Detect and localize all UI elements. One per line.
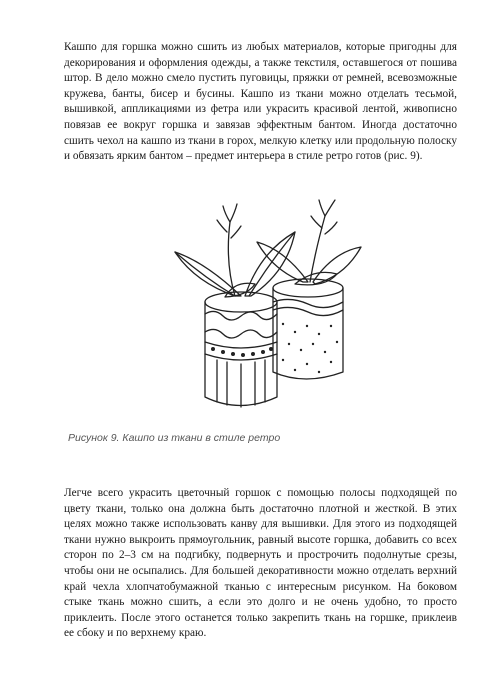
figure-caption: Рисунок 9. Кашпо из ткани в стиле ретро xyxy=(68,432,281,444)
paragraph-intro: Кашпо для горшка можно сшить из любых материалов, которые пригодны для декорирования и оформления одежды, а также текстиля, оставшегося от пошива штор. В дело можно смело пустить пуговицы, пряжки от ремней, всевозможные кружева, банты, бисер и бусины. Кашпо из ткани можно отделать тесьмой, вышивкой, аппликациями из фетра или украсить красивой лентой, живописно повязав ее вокруг горшка и завязав эффектным бантом. Иногда достаточно сшить чехол на кашпо из ткани в горох, мелкую клетку или продольную полоску и обвязать ярким бантом – предмет интерьера в стиле ретро готов (рис. 9). xyxy=(64,41,457,163)
paragraph-instructions: Легче всего украсить цветочный горшок с помощью полосы подходящей по цвету ткани, только она должна быть достаточно плотной и жесткой. В этих целях можно также использовать канву для вышивки. Для этого из подходящей ткани нужно выкроить прямоугольник, равный высоте горшка, добавить со всех сторон по 2–3 см на подгибку, подвернуть и прострочить подолнутые срезы, чтобы они не осыпались. Для большей декоративности можно отделать верхний край чехла хлопчатобумажной тканью с интересным рисунком. На боковом стыке ткань можно сшить, а если это долго и не очень удобно, то просто приклеить. После этого останется только закрепить ткань на горшке, приклеив ее сбоку и по верхнему краю. xyxy=(64,487,457,640)
back-plant-leaves xyxy=(257,200,361,285)
flower-pot-illustration xyxy=(165,192,365,422)
back-pot xyxy=(273,279,343,379)
front-pot xyxy=(205,292,277,407)
